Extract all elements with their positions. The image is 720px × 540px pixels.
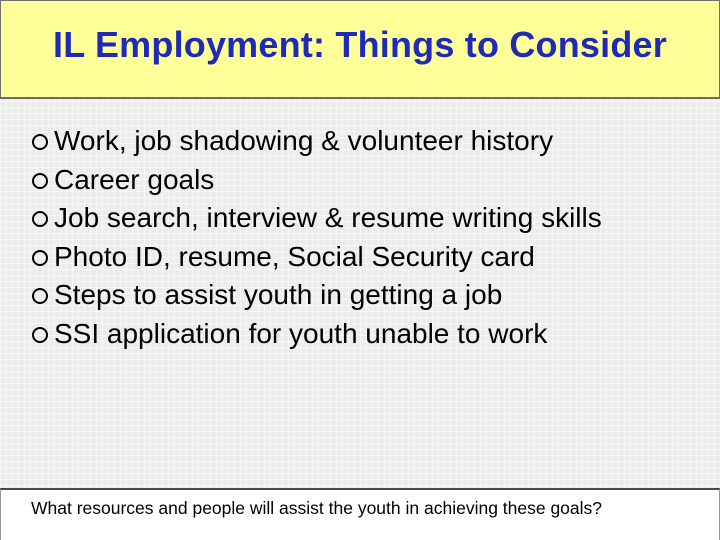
hollow-circle-icon [32,327,48,343]
hollow-circle-icon [32,288,48,304]
footer-question: What resources and people will assist the youth in achieving these goals? [31,498,603,518]
hollow-circle-icon [32,211,48,227]
bullet-text: SSI application for youth unable to work [54,317,548,349]
bullet-text: Career goals [54,163,215,195]
bullet-item [32,122,602,161]
bullet-item [32,315,602,354]
hollow-circle-icon [32,134,48,150]
bullet-list [32,122,602,353]
hollow-circle-icon [32,250,48,266]
bullet-item [32,161,602,200]
title-bar [0,0,720,98]
bullet-text: Work, job shadowing & volunteer history [54,125,554,157]
title-divider [0,97,720,99]
hollow-circle-icon [32,173,48,189]
bullet-text: Steps to assist youth in getting a job [54,279,503,311]
bullet-item [32,199,602,238]
bullet-text: Job search, interview & resume writing skills [54,202,602,234]
bullet-text: Photo ID, resume, Social Security card [54,240,535,272]
bullet-item [32,276,602,315]
bullet-item [32,238,602,277]
slide-title: IL Employment: Things to Consider [53,24,667,65]
